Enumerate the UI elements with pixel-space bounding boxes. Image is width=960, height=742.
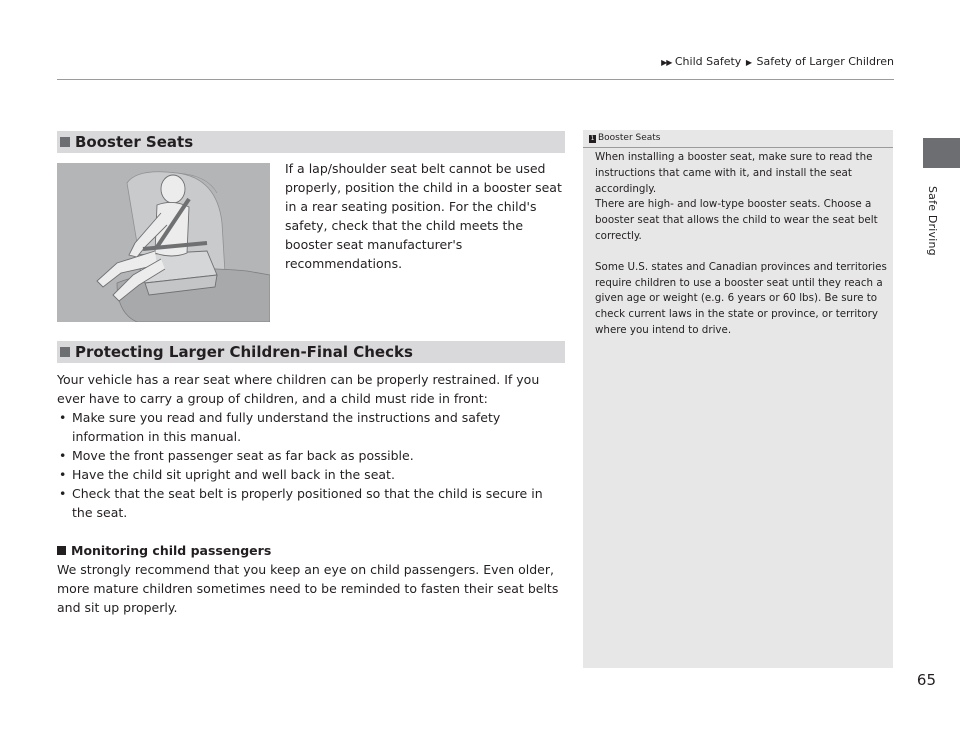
breadcrumb-arrow-icon: ▶▶: [661, 58, 672, 67]
side-note-body: [595, 150, 887, 339]
section-tab-label: Safe Driving: [926, 186, 939, 256]
child-in-booster-seat-image: [57, 163, 270, 322]
final-checks-paragraph: Your vehicle has a rear seat where children can be properly restrained. If you ever have to carry a group of children, and a child must ride in front:: [57, 372, 540, 406]
side-note-divider: [583, 147, 893, 148]
heading-square-icon: [60, 137, 70, 147]
breadcrumb-separator-icon: ▶: [745, 58, 752, 67]
list-item: • Move the front passenger seat as far back as possible.: [57, 446, 567, 465]
final-checks-content: [57, 370, 567, 617]
side-note-paragraph: When installing a booster seat, make sure to read the instructions that came with it, and install the seat accordingly.: [595, 151, 873, 195]
side-note-title-text: Booster Seats: [598, 133, 661, 143]
side-note-paragraph: Some U.S. states and Canadian provinces and territories require children to use a booster seat until they reach a given age or weight (e.g. 6 years or 60 lbs). Be sure to check current laws in the state or province, or territory where you intend to drive.: [595, 260, 887, 336]
note-reference-icon[interactable]: 1: [590, 135, 595, 142]
heading-square-icon: [60, 347, 70, 357]
booster-seat-illustration: [57, 163, 270, 322]
final-checks-list: [57, 408, 567, 522]
section-heading-text: Booster Seats: [75, 133, 194, 151]
list-item: • Make sure you read and fully understand the instructions and safety information in this manual.: [57, 408, 567, 446]
monitoring-heading-text: Monitoring child passengers: [71, 543, 272, 558]
breadcrumb: [640, 55, 894, 71]
side-note-paragraph: There are high- and low-type booster seats. Choose a booster seat that allows the child to wear the seat belt correctly.: [595, 198, 878, 242]
subheading-square-icon: [57, 546, 66, 555]
list-item: • Have the child sit upright and well back in the seat.: [57, 465, 567, 484]
list-item: • Check that the seat belt is properly positioned so that the child is secure in the seat.: [57, 484, 567, 522]
side-note-title: [589, 133, 879, 147]
monitoring-heading: [57, 541, 567, 560]
page-number: 65: [916, 671, 936, 689]
breadcrumb-item-larger-children: Safety of Larger Children: [756, 55, 894, 68]
section-heading-booster-seats: [57, 131, 565, 153]
booster-intro-text: If a lap/shoulder seat belt cannot be used properly, position the child in a booster seat in a rear seating position. For the child's safety, check that the child meets the booster seat manufacturer's recommendations.: [285, 161, 562, 271]
header-divider: [57, 79, 894, 80]
section-heading-final-checks: [57, 341, 565, 363]
breadcrumb-item-child-safety[interactable]: Child Safety: [674, 55, 742, 68]
section-tab-marker: [923, 138, 960, 168]
monitoring-paragraph: We strongly recommend that you keep an eye on child passengers. Even older, more mature children sometimes need to be reminded to fasten their seat belts and sit up properly.: [57, 562, 559, 615]
section-heading-text: Protecting Larger Children-Final Checks: [75, 343, 413, 361]
